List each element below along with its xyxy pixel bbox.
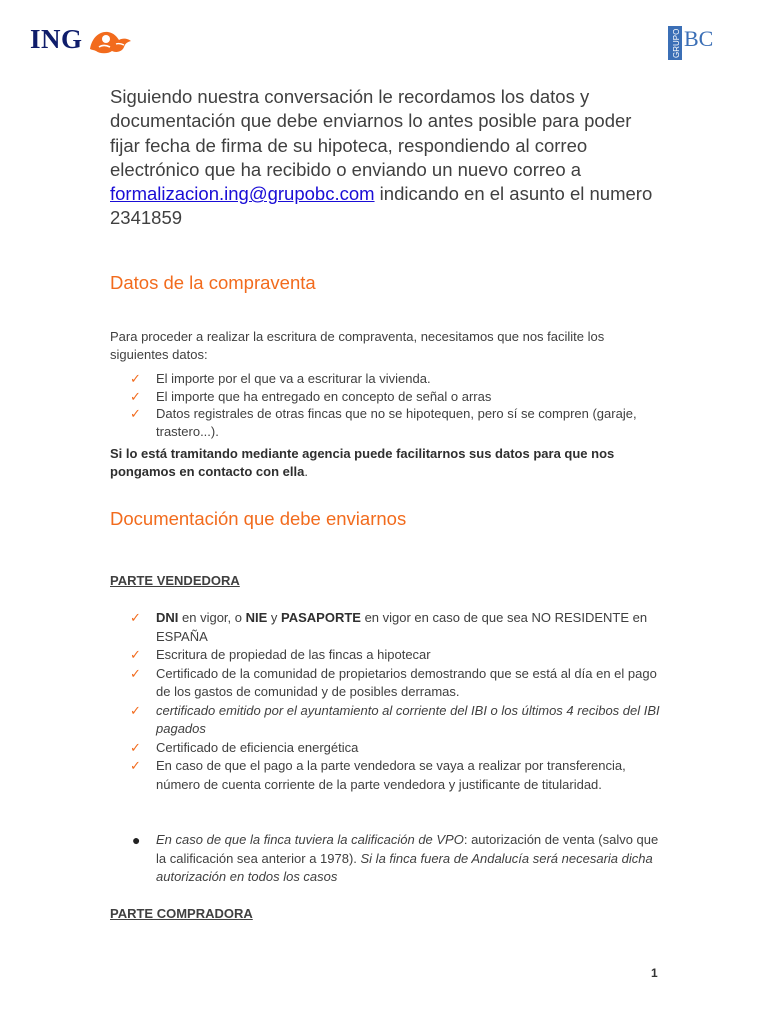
intro-text-end: indicando en el asunto el numero 2341859 (110, 183, 653, 229)
subheading-parte-compradora: PARTE COMPRADORA (110, 906, 253, 921)
bullet-icon: ● (132, 832, 141, 848)
checkmark-icon: ✓ (130, 610, 141, 625)
bc-logo-text: BC (684, 26, 714, 51)
list-item: ✓ Datos registrales de otras fincas que no se hipotequen, pero sí se compren (garaje, trastero...). (130, 406, 637, 439)
checkmark-icon: ✓ (130, 702, 141, 718)
ing-logo-text: ING (30, 23, 83, 54)
checkmark-icon: ✓ (130, 647, 141, 662)
lion-icon (86, 23, 134, 55)
heading-documentacion: Documentación que debe enviarnos (110, 508, 407, 529)
vpo-list (130, 831, 660, 887)
checkmark-icon: ✓ (130, 665, 141, 681)
list-item: ✓ DNI en vigor, o NIE y PASAPORTE en vigor en caso de que sea NO RESIDENTE en ESPAÑA (130, 610, 648, 644)
grupo-bc-logo (668, 24, 718, 62)
list-item: ✓ En caso de que el pago a la parte vendedora se vaya a realizar por transferencia, número de cuenta corriente de la parte vendedora y justificante de titularidad. (130, 758, 626, 792)
agency-note: Si lo está tramitando mediante agencia puede facilitarnos sus datos para que nos pongamos en contacto con ella. (110, 446, 615, 479)
list-item: ✓ Certificado de la comunidad de propietarios demostrando que se está al día en el pago de los gastos de comunidad y de posibles derramas. (130, 665, 657, 699)
checkmark-icon: ✓ (130, 371, 141, 386)
list-item: ✓ certificado emitido por el ayuntamiento al corriente del IBI o los últimos 4 recibos del IBI pagados (130, 702, 660, 736)
list-item: ✓ El importe que ha entregado en concepto de señal o arras (130, 388, 492, 404)
checkmark-icon: ✓ (130, 758, 141, 773)
intro-paragraph (110, 85, 660, 231)
intro-text-start: Siguiendo nuestra conversación le recordamos los datos y documentación que debe enviarnos lo antes posible para poder fijar fecha de firma de su hipoteca, respondiendo al correo electrónico que ha recibido o enviando un nuevo correo a (110, 86, 632, 180)
checkmark-icon: ✓ (130, 406, 141, 421)
compraventa-paragraph: Para proceder a realizar la escritura de compraventa, necesitamos que nos facilite los siguientes datos: (110, 329, 605, 362)
heading-compraventa: Datos de la compraventa (110, 272, 316, 293)
bc-logo-vertical-text: GRUPO (672, 28, 681, 58)
vendedora-list (130, 609, 660, 794)
checkmark-icon: ✓ (130, 739, 141, 755)
list-item: ✓ Escritura de propiedad de las fincas a hipotecar (130, 646, 660, 665)
page-number: 1 (651, 966, 658, 980)
ing-logo (30, 22, 134, 56)
checkmark-icon: ✓ (130, 388, 141, 404)
list-item: ✓ El importe por el que va a escriturar la vivienda. (130, 371, 431, 386)
list-item: ● En caso de que la finca tuviera la calificación de VPO: autorización de venta (salvo que la calificación sea anterior a 1978). Si la finca fuera de Andalucía será necesaria dicha autorización en todos los casos (132, 832, 659, 884)
subheading-parte-vendedora: PARTE VENDEDORA (110, 573, 240, 588)
compraventa-list (130, 370, 660, 440)
list-item: ✓ Certificado de eficiencia energética (130, 739, 660, 758)
email-link[interactable]: formalizacion.ing@grupobc.com (110, 183, 375, 205)
